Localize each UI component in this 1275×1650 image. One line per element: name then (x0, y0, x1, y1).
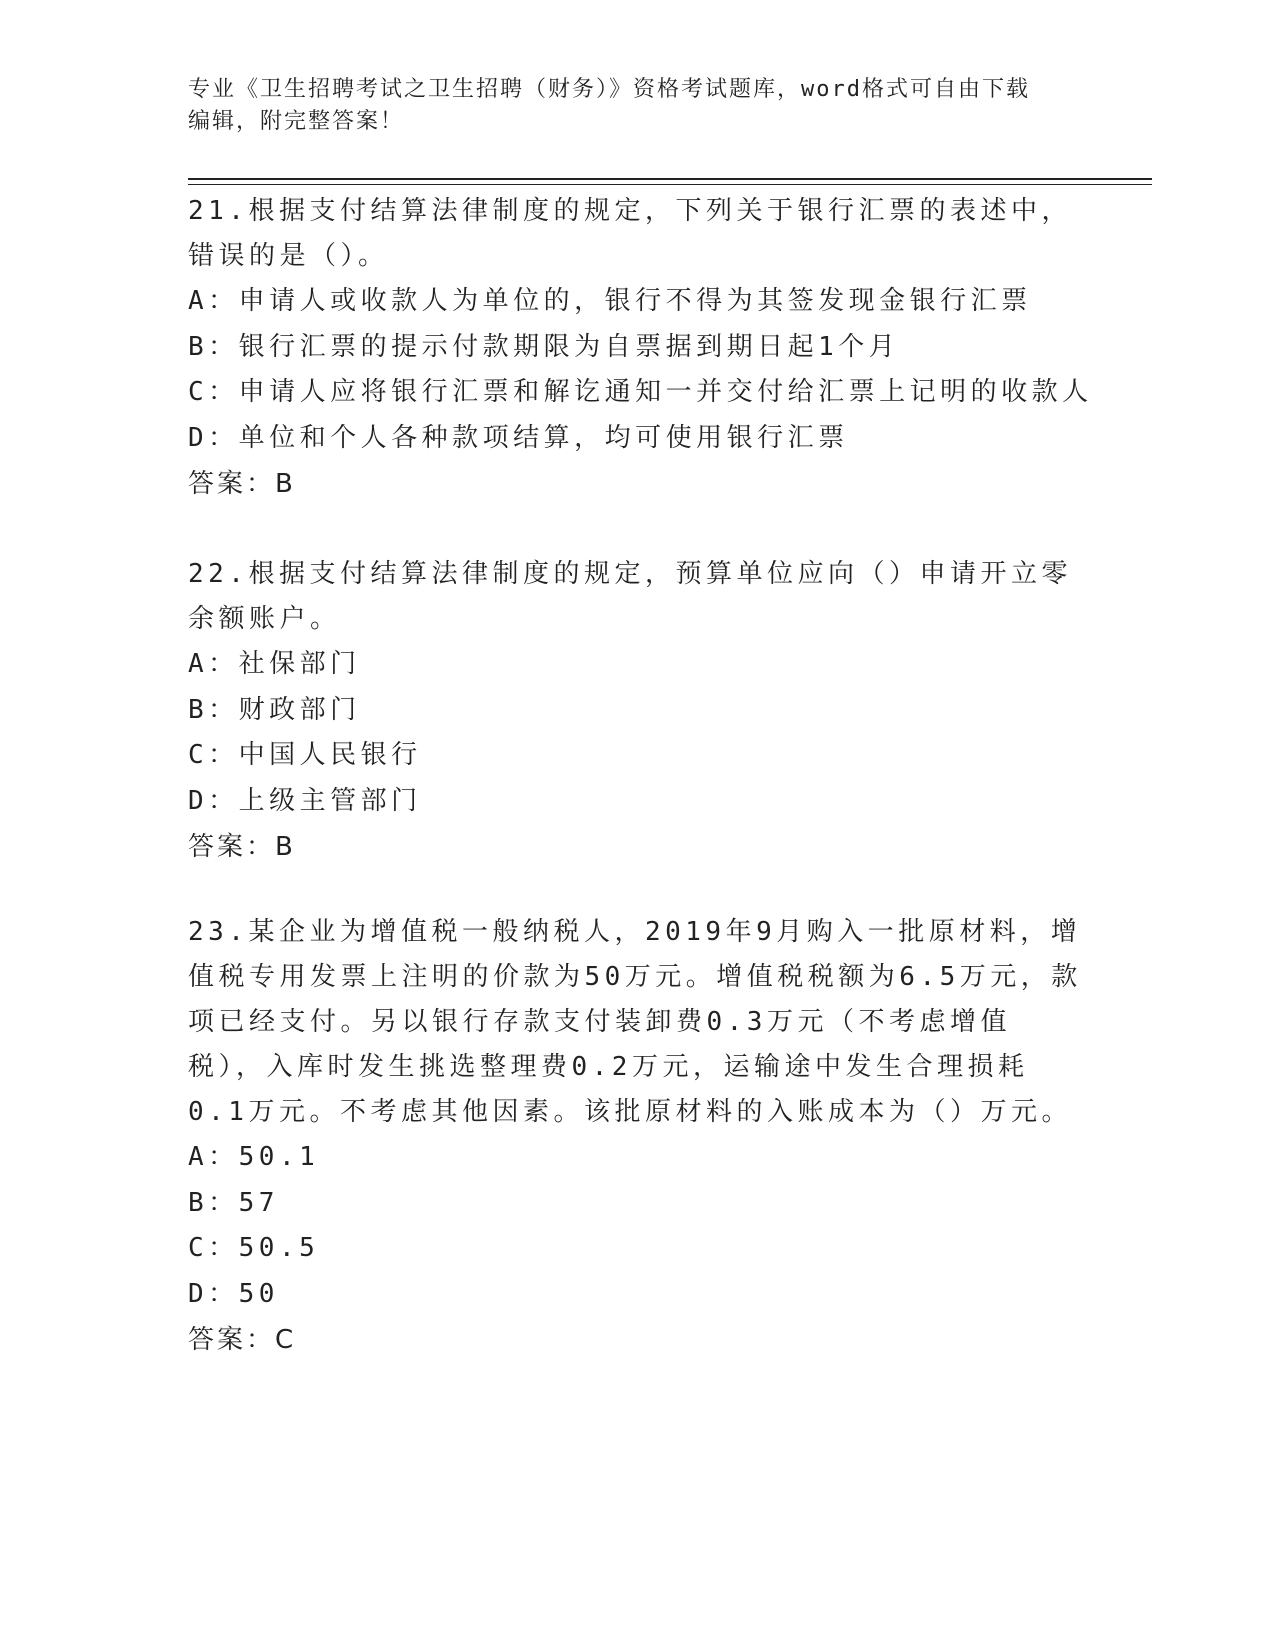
header-divider-thick (188, 178, 1152, 180)
question-21 (188, 189, 1093, 507)
option-b: B：57 (188, 1187, 279, 1218)
document-header (188, 74, 1088, 138)
option-d: D：单位和个人各种款项结算，均可使用银行汇票 (188, 422, 849, 453)
question-stem: 21.根据支付结算法律制度的规定，下列关于银行汇票的表述中，错误的是（）。 (188, 196, 1072, 271)
option-c: C：中国人民银行 (188, 740, 422, 770)
option-b: B：银行汇票的提示付款期限为自票据到期日起1个月 (188, 331, 900, 362)
question-23 (188, 910, 1088, 1363)
option-a: A：申请人或收款人为单位的，银行不得为其签发现金银行汇票 (188, 286, 1032, 316)
question-stem: 22.根据支付结算法律制度的规定，预算单位应向（）申请开立零余额账户。 (188, 559, 1072, 634)
option-a: A：社保部门 (188, 649, 361, 679)
header-line-2: 编辑，附完整答案！ (188, 109, 405, 134)
question-22 (188, 552, 1088, 870)
option-d: D：50 (188, 1278, 279, 1309)
header-divider-thin (188, 184, 1152, 185)
question-stem: 23.某企业为增值税一般纳税人，2019年9月购入一批原材料，增值税专用发票上注明的价款为50万元。增值税税额为6.5万元，款项已经支付。另以银行存款支付装卸费0.3万元（不考虑增值税），入库时发生挑选整理费0.2万元，运输途中发生合理损耗0.1万元。不考虑其他因素。该批原材料的入账成本为（）万元。 (188, 917, 1082, 1127)
option-c: C：申请人应将银行汇票和解讫通知一并交付给汇票上记明的收款人 (188, 377, 1093, 407)
answer: 答案：B (188, 832, 296, 862)
option-b: B：财政部门 (188, 694, 361, 725)
option-a: A：50.1 (188, 1142, 320, 1172)
answer: 答案：B (188, 469, 296, 499)
option-d: D：上级主管部门 (188, 785, 422, 816)
header-line-1: 专业《卫生招聘考试之卫生招聘（财务）》资格考试题库，word格式可自由下载 (188, 77, 1030, 102)
answer: 答案：C (188, 1325, 297, 1355)
option-c: C：50.5 (188, 1233, 320, 1263)
